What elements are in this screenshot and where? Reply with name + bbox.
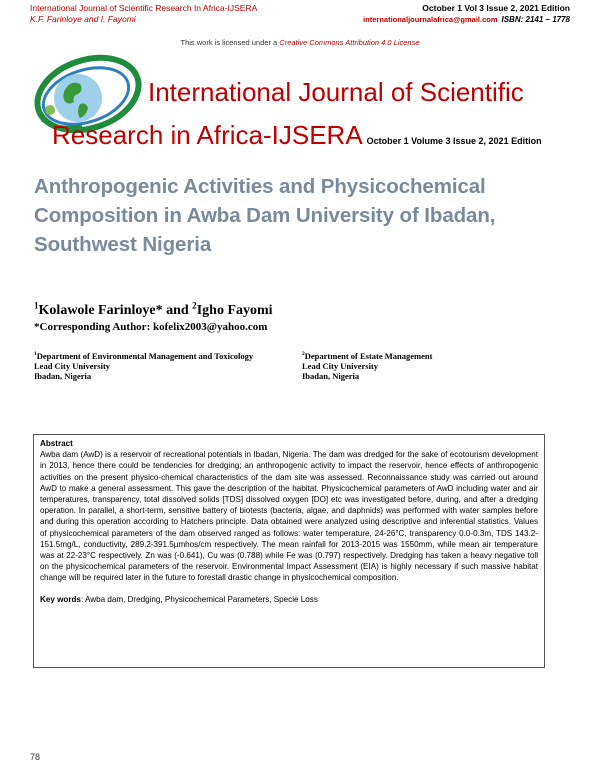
affiliation-1 (34, 351, 253, 381)
header-journal-line: International Journal of Scientific Research In Africa-IJSERA (30, 3, 258, 13)
author1-sup: 1 (34, 300, 39, 311)
affiliation-1-city: Ibadan, Nigeria (34, 371, 92, 381)
affiliation-1-uni: Lead City University (34, 361, 111, 371)
abstract-body: Awba dam (AwD) is a reservoir of recreational potentials in Ibadan, Nigeria. The dam was dredged for the sake of ecotourism development in 2013, hence there could be tendencies for dredging; an anthropogenic activity to impact the reservoir, hence effects of anthropogenic activities on the present physico-chemical characteristics of the dam site was assessed. Reconnaissance study was carried out around AwD to make a general assessment. This gave the description of the habitat. Physicochemical parameters of AwD including water and air temperatures, transparency, total dissolved solids [TDS] dissolved oxygen [DO] etc was investigated before, during, and after a dredging operation. In parallel, a short-term, sensitive battery of biotests (bacteria, algae, and daphnids) was performed with water samples before and during this operation according to Hatchers principle. Data obtained were analyzed using descriptive and inferential statistics. Values of physicochemical parameters of the dam observed ranged as follows: water temperature, 24-26°C, transparency 0.0-0.3m, TDS 143.2-151.5mg/L, conductivity, 289.2-391.5µmhos/cm respectively. The mean rainfall for 2013-2015 was 1550mm, while mean air temperature was at 22-23°C respectively. Zn was (-0.641), Cu was (0.788) while Fe was (0.797) respectively. Dredging has taken a heavy negative toll on the physicochemical parameters of the reservoir. Environmental Impact Assessment (EIA) is highly necessary if such massive habitat change will be required later in the future to forestall drastic change in physicochemical composition. (40, 450, 538, 583)
header-email-link[interactable]: internationaljournalafrica@gmail.com (363, 15, 498, 24)
affiliation-2-city: Ibadan, Nigeria (302, 371, 360, 381)
journal-edition: October 1 Volume 3 Issue 2, 2021 Edition (366, 136, 542, 146)
journal-name-line2 (52, 120, 542, 151)
author2-name: Igho Fayomi (196, 303, 273, 318)
license-prefix: This work is licensed under a (180, 38, 278, 47)
keywords-text: : Awba dam, Dredging, Physicochemical Parameters, Specie Loss (80, 594, 318, 604)
article-title: Anthropogenic Activities and Physicochemical Composition in Awba Dam University of Ibadan, Southwest Nigeria (34, 175, 496, 256)
abstract-box (33, 434, 545, 668)
affiliation-2-uni: Lead City University (302, 361, 379, 371)
affiliation-1-dept: Department of Environmental Management and Toxicology (36, 351, 254, 361)
author1-name: Kolawole Farinloye* and (38, 303, 193, 318)
running-header-left (30, 3, 257, 25)
header-edition: October 1 Vol 3 Issue 2, 2021 Edition (422, 3, 570, 13)
keywords-label: Key words (40, 594, 81, 604)
affiliation-2 (302, 351, 432, 381)
header-issn: ISBN: 2141 – 1778 (501, 15, 570, 24)
author-line (34, 300, 273, 319)
abstract-heading: Abstract (40, 439, 73, 448)
page-number: 78 (30, 752, 41, 762)
author2-sup: 2 (192, 300, 197, 311)
corresponding-author: *Corresponding Author: kofelix2003@yahoo.com (34, 321, 268, 333)
header-authors-line: K.F. Farinloye and I. Fayomi (30, 14, 136, 24)
license-line (0, 38, 600, 47)
license-link[interactable]: Creative Commons Attribution 4.0 License (279, 38, 420, 47)
keywords-line (40, 594, 538, 605)
affiliation-2-dept: Department of Estate Management (304, 351, 433, 361)
journal-name-line1: International Journal of Scientific (148, 77, 524, 107)
journal-name-line2-text: Research in Africa-IJSERA (52, 120, 363, 150)
affiliation-1-sup: 1 (34, 351, 37, 358)
affiliation-2-sup: 2 (302, 351, 305, 358)
running-header-right (363, 3, 570, 25)
